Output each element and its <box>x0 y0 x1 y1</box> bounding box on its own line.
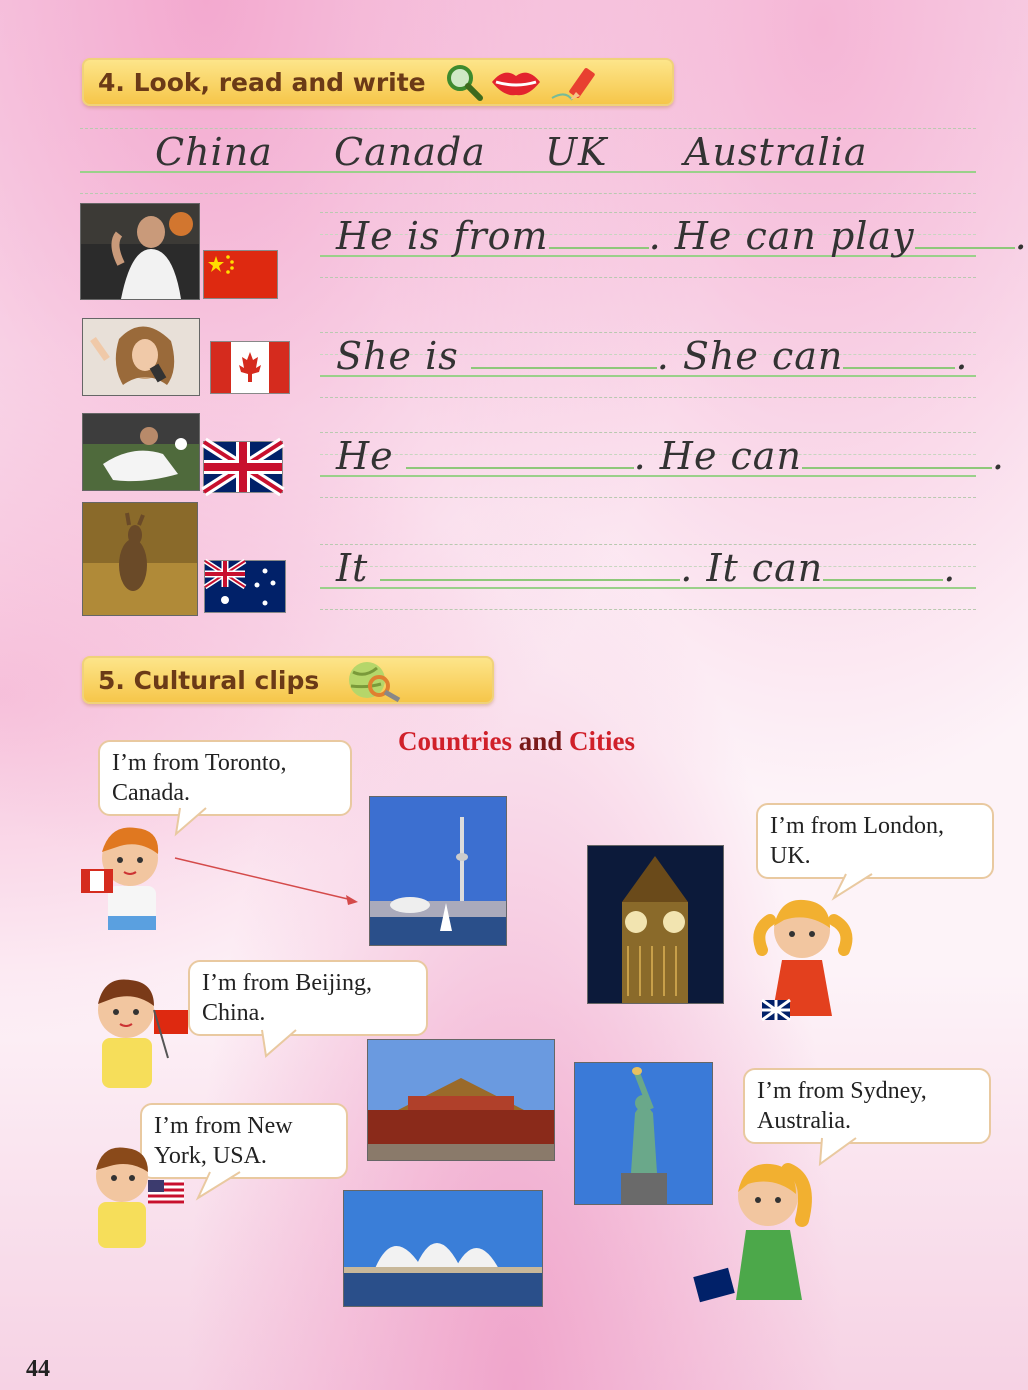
bubble-beijing-line1: I’m from Beijing, <box>202 970 372 996</box>
bubble-toronto-line2: Canada. <box>112 780 190 806</box>
sentence-1-end: . <box>1014 214 1028 258</box>
word-australia: Australia <box>684 130 868 174</box>
sentence-4-end: . <box>943 546 957 590</box>
sentence-3-end: . <box>991 434 1006 478</box>
sentence-4-part1: It <box>336 546 369 590</box>
bubble-london-line2: UK. <box>770 843 811 869</box>
bubble-newyork-line2: York, USA. <box>154 1143 267 1169</box>
page-number: 44 <box>26 1356 50 1382</box>
bubble-london-line1: I’m from London, <box>770 813 944 839</box>
boy-canada-illustration <box>80 820 170 954</box>
word-uk: UK <box>545 130 608 174</box>
section4-title: 4. Look, read and write <box>98 67 426 97</box>
sentence-2-part1: She is <box>336 334 459 378</box>
section5-title: 5. Cultural clips <box>98 665 320 695</box>
sentence-3-part1: He <box>336 434 394 478</box>
sydney-opera-house-photo <box>343 1190 543 1307</box>
boy-china-illustration <box>88 970 198 1104</box>
sentence-2-part2: . She can <box>656 334 844 378</box>
tiananmen-photo <box>367 1039 555 1161</box>
girl-australia-illustration <box>692 1150 822 1324</box>
bubble-sydney-line1: I’m from Sydney, <box>757 1078 927 1104</box>
girl-uk-illustration <box>752 890 862 1044</box>
heading-cities: Cities <box>569 726 636 756</box>
boy-usa-illustration <box>84 1140 194 1274</box>
heading-countries: Countries <box>398 726 512 756</box>
bubble-beijing-line2: China. <box>202 1000 266 1026</box>
word-china: China <box>155 130 273 174</box>
bubble-sydney-line2: Australia. <box>757 1108 851 1134</box>
bubble-toronto-line1: I’m from Toronto, <box>112 750 287 776</box>
bubble-newyork-line1: I’m from New <box>154 1113 293 1139</box>
sentence-1-part1: He is from <box>336 214 549 258</box>
word-canada: Canada <box>334 130 486 174</box>
sentence-1-part2: . He can play <box>648 214 915 258</box>
sentence-4-part2: . It can <box>680 546 824 590</box>
heading-and: and <box>512 726 570 756</box>
big-ben-photo <box>587 845 724 1004</box>
toronto-photo <box>369 796 507 946</box>
sentence-2-end: . <box>955 334 969 378</box>
sentence-3-part2: . He can <box>633 434 802 478</box>
